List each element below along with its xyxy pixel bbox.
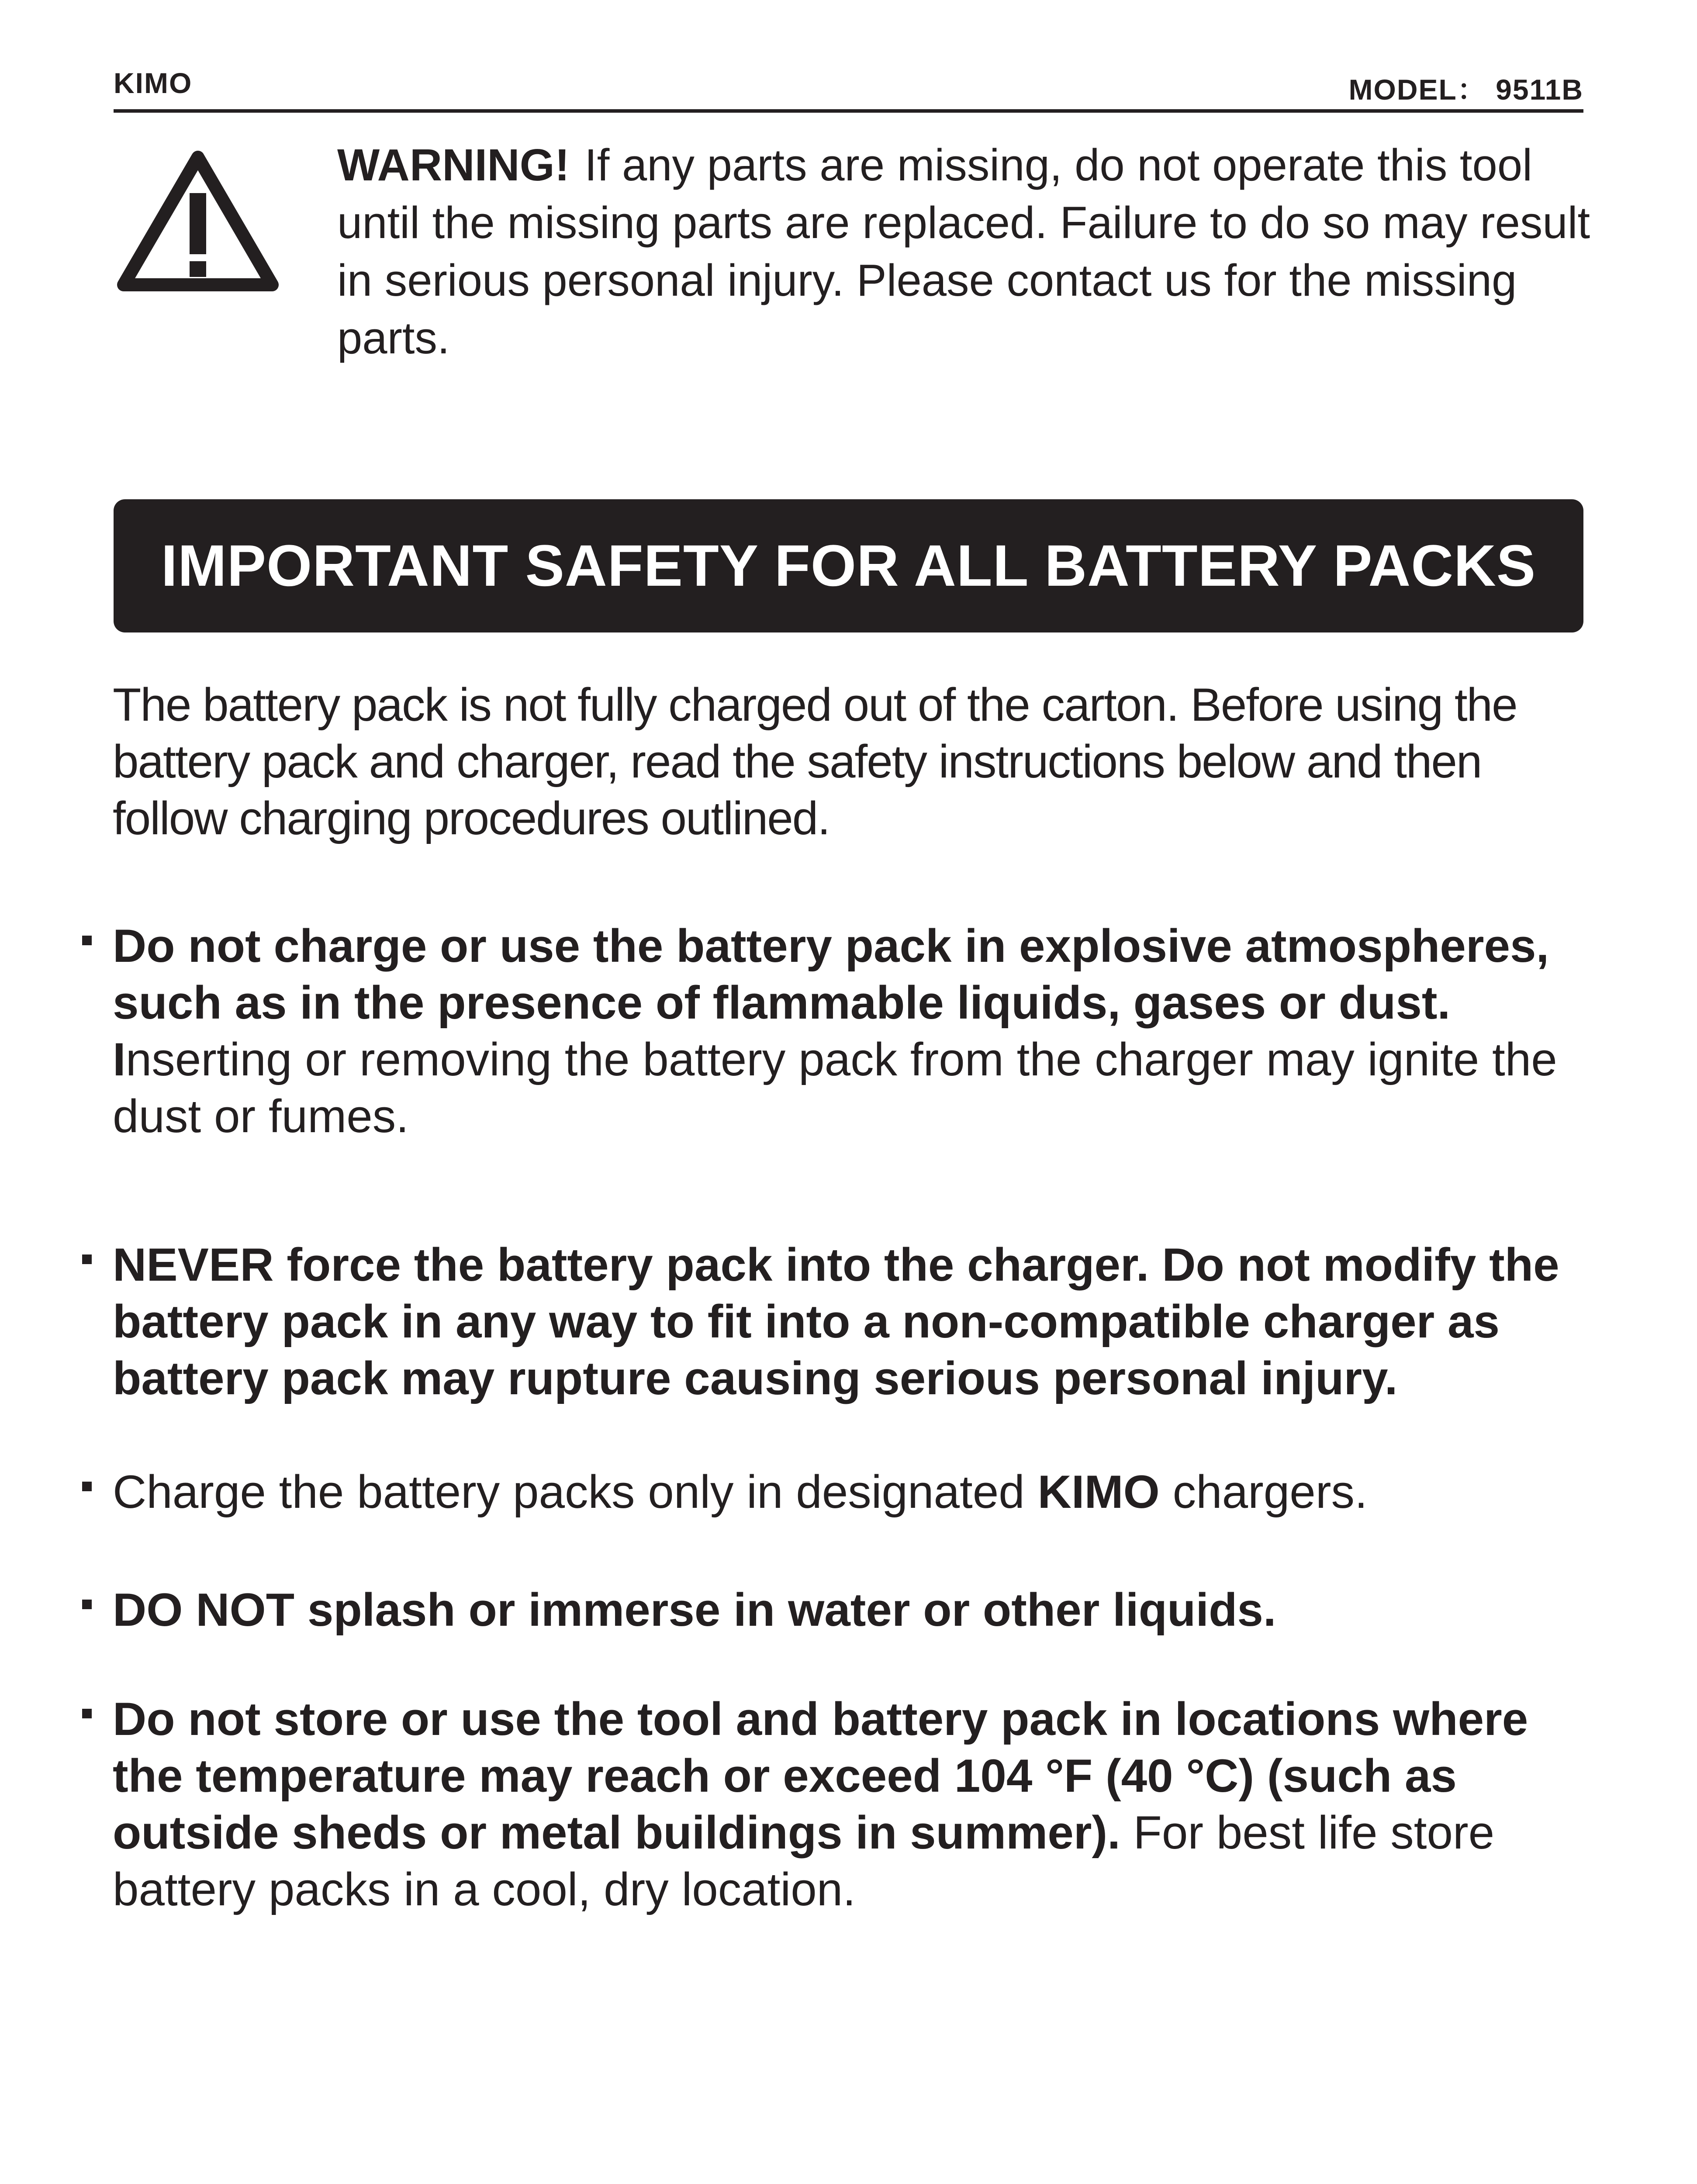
bullet-text: For best life store battery packs in a cool, dry location. — [113, 1806, 1495, 1915]
bullet-text: Charge the battery packs only in designated — [113, 1465, 1038, 1518]
brand-name: KIMO — [114, 67, 193, 99]
warning-notice — [337, 136, 1595, 367]
safety-list — [113, 917, 1593, 1918]
model-number: MODEL： 9511B — [1348, 73, 1583, 106]
bullet-bold-text: Do not charge or use the battery pack in explosive atmospheres, such as in the presence of flammable liquids, gases or dust. I — [113, 919, 1549, 1085]
list-item — [113, 1236, 1593, 1406]
list-item — [113, 917, 1593, 1144]
warning-text: If any parts are missing, do not operate this tool until the missing parts are replaced. Failure to do so may result in serious personal injury. Please contact us for the missing parts. — [337, 140, 1590, 363]
warning-triangle-icon — [113, 144, 283, 297]
bullet-bold-text: Do not store or use the tool and battery pack in locations where the temperature may reach or exceed 104 °F (40 °C) (such as outside sheds or metal buildings in summer). — [113, 1693, 1528, 1859]
bullet-text: nserting or removing the battery pack from the charger may ignite the dust or fumes. — [113, 1033, 1557, 1142]
bullet-bold-text: NEVER force the battery pack into the charger. Do not modify the battery pack in any way to fit into a non-compatible charger as battery pack may rupture causing serious personal injury. — [113, 1238, 1559, 1404]
warning-lead: WARNING! — [337, 140, 570, 190]
intro-paragraph: The battery pack is not fully charged out of the carton. Before using the battery pack and charger, read the safety instructions below and then follow charging procedures outlined. — [113, 678, 1517, 844]
section-title: IMPORTANT SAFETY FOR ALL BATTERY PACKS — [161, 533, 1536, 598]
bullet-text: chargers. — [1159, 1465, 1368, 1518]
bullet-marker — [82, 1600, 92, 1609]
bullet-bold-text: KIMO — [1037, 1465, 1160, 1518]
list-item — [113, 1463, 1593, 1520]
bullet-marker — [82, 1482, 92, 1491]
bullet-bold-text: DO NOT splash or immerse in water or other liquids. — [113, 1583, 1276, 1636]
bullet-marker — [82, 936, 92, 945]
section-banner — [114, 499, 1583, 632]
list-item — [113, 1690, 1593, 1918]
bullet-marker — [82, 1254, 92, 1264]
bullet-marker — [82, 1709, 92, 1718]
list-item — [113, 1581, 1593, 1638]
page-header — [114, 66, 1583, 113]
